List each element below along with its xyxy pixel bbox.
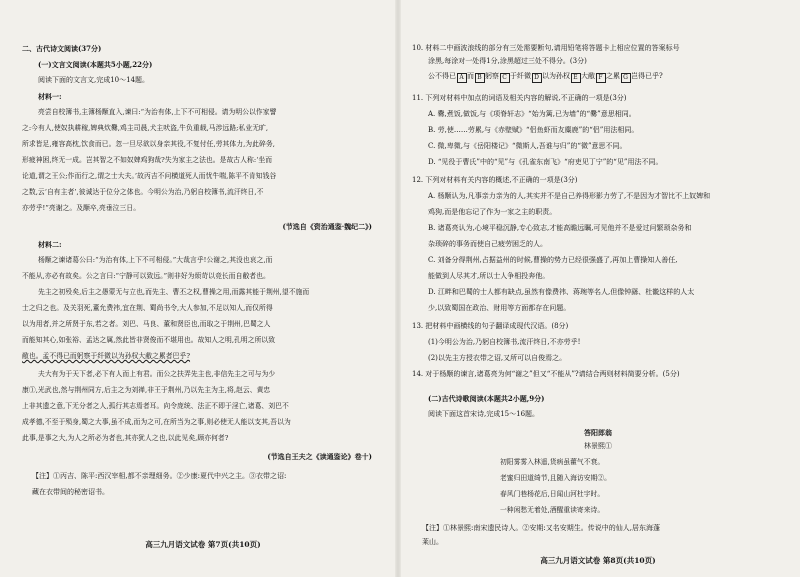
material-2-label: 材料二: bbox=[38, 240, 62, 249]
option-line: 能做到人尽其才,所以士人争相投奔他。 bbox=[428, 272, 550, 280]
option-line: A. 爨,煮饭,做饭,与《项脊轩志》“始为篱,已为墙”的“爨”意思相同。 bbox=[428, 110, 636, 118]
passage-line: 先主之初殁矣,后主之愚蒙无与立也,而先主、曹丕之权,曹操之用,而露其能于荆州,望不施而 bbox=[38, 288, 310, 296]
poem-author: 林景熙① bbox=[584, 442, 612, 450]
option-box[interactable]: A bbox=[457, 73, 467, 83]
break-text: 以为孙权 bbox=[542, 72, 570, 80]
poem-line: 老蜜归田道绮节,且随入海访安期②。 bbox=[500, 474, 611, 482]
option-box[interactable]: G bbox=[621, 73, 631, 83]
question-10: 10. 材料二中画波浪线的部分有三处需要断句,请用铅笔将答题卡上相应位置的答案标号 bbox=[412, 44, 680, 52]
poem-line: 初阳雾雾入林遥,货病虽藿气不衰。 bbox=[500, 458, 605, 466]
instruction: 阅读下面的文言文,完成10～14题。 bbox=[38, 76, 150, 84]
left-page bbox=[22, 0, 384, 577]
notes-line: 藏在衣带间的秘密诏书。 bbox=[32, 488, 109, 496]
break-text: 躬察 bbox=[485, 72, 499, 80]
translation-item: (1)今明公为治,乃躬自校簿书,流汗终日,不亦劳乎! bbox=[428, 338, 581, 346]
passage-line: 不能从,亦必有故矣。公之言曰:“宁静可以致远。”则非好为烦苛以竞长而自敝者也。 bbox=[22, 272, 270, 280]
break-text: 岂得已乎? bbox=[631, 72, 663, 80]
page-footer: 高三九月语文试卷 第8页(共10页) bbox=[540, 556, 656, 565]
option-line: D. 江畔和巴蜀的士人都有缺点,虽然有像费祎、蒋琬等名人,但像钟繇、杜畿这样的人太 bbox=[428, 288, 695, 296]
poem-title: 答阳郎翁 bbox=[584, 428, 612, 437]
question-12: 12. 下列对材料有关内容的概述,不正确的一项是(3分) bbox=[412, 176, 578, 184]
break-text: 而 bbox=[467, 72, 474, 80]
poetry-instruction: 阅读下面这首宋诗,完成15～16题。 bbox=[428, 410, 540, 418]
poem-line: 一种闲愁无着处,酒醒重读寄来诗。 bbox=[500, 506, 605, 514]
passage-line: 亮尝自校簿书,主簿杨颙直入,谏曰:“为治有体,上下不可相侵。请为明公以作家譬 bbox=[38, 108, 277, 116]
notes-line: 【注】①丙吉、陈平:西汉宰相,都不亲理细务。②少康:夏代中兴之主。③衣带之诏: bbox=[32, 472, 287, 480]
material-2-source: (节选自王夫之《读通鉴论》卷十) bbox=[267, 452, 372, 461]
option-box[interactable]: C bbox=[500, 73, 510, 83]
passage-line: 所求皆足,雍容高枕,饮食而已。忽一旦尽欲以身亲其役,不复付任,劳其体力,为此碎务, bbox=[22, 140, 275, 148]
poetry-section-title: (二)古代诗歌阅读(本题共2小题,9分) bbox=[428, 394, 545, 403]
passage-line: 士之归之也。及关羽死,董允费祎,宜在荆、蜀尚书令,大人参加,不足以知人,而仅所得 bbox=[22, 304, 273, 312]
passage-line: 而能知其心,如张裕、孟达之属,然此皆非贤俊而不堪用也。故知人之明,孔明之所以致 bbox=[22, 336, 276, 344]
option-box[interactable]: E bbox=[571, 73, 581, 83]
passage-line: 亦劳乎!”亮谢之。及颙卒,亮垂泣三日。 bbox=[22, 204, 141, 212]
poem-line: 春风门巷杨花后,日闻山河杜宇时。 bbox=[500, 490, 605, 498]
question-13: 13. 把材料中画横线的句子翻译成现代汉语。(8分) bbox=[412, 322, 569, 330]
option-box[interactable]: B bbox=[475, 73, 485, 83]
option-line: C. 刘备分得荆州,占据益州的时候,曹操的势力已经很强盛了,再加上曹操知人善任, bbox=[428, 256, 678, 264]
material-1-label: 材料一: bbox=[38, 92, 62, 101]
option-line: B. 诸葛亮认为,心境平稳沉静,专心致志,才能高瞻远瞩,可见他并不是爱过问繁琐杂务和 bbox=[428, 224, 692, 232]
break-text: 大敝 bbox=[581, 72, 595, 80]
section-title: 二、古代诗文阅读(37分) bbox=[22, 44, 102, 53]
option-line: B. 劳,使……劳累,与《赤壁赋》“侣鱼虾而友麋鹿”的“侣”用法相同。 bbox=[428, 126, 639, 134]
poem-notes: 【注】①林景熙:南宋遗民诗人。②安期:又名安期生。传说中的仙人,居东海蓬 bbox=[422, 524, 660, 532]
passage-line: 论道,谓之王公;作而行之,谓之士大夫。’故丙吉不问横道死人而忧牛喘,陈平不肯知钱谷 bbox=[22, 172, 277, 180]
poem-notes-cont: 莱山。 bbox=[422, 538, 443, 546]
question-14: 14. 对于杨颙的谏言,诸葛亮为何“谢之”但又“不能从”?请结合两则材料简要分析。(5分) bbox=[412, 370, 680, 378]
material-1-source: (节选自《资治通鉴·魏纪二》) bbox=[282, 222, 372, 231]
page-footer: 高三九月语文试卷 第7页(共10页) bbox=[145, 540, 261, 549]
passage-line: 形疲神困,终无一成。岂其智之不如奴婢鸡狗哉?失为家主之法也。是故古人称:‘坐而 bbox=[22, 156, 273, 164]
question-10-cont: 涂黑,每涂对一处得1分,涂黑超过三处不得分。(3分) bbox=[428, 57, 587, 65]
sentence-break-options bbox=[428, 72, 663, 83]
question-11: 11. 下列对材料中加点的词语及相关内容的解说,不正确的一项是(3分) bbox=[412, 94, 627, 102]
passage-line: 上非其遗之意,下无分者之人,孤行其志焉者耳。向令庞统、法正不即于淫亡,诸葛、刘巴不 bbox=[22, 402, 289, 410]
passage-line: 之:今有人,使奴执耕稼,婢典炊爨,鸡主司晨,犬主吠盗,牛负重载,马涉远路;私业无旷, bbox=[22, 124, 269, 132]
option-line: 杂琐碎的事务而使自己疲劳困乏的人。 bbox=[428, 240, 547, 248]
option-box[interactable]: D bbox=[532, 73, 542, 83]
subsection-title: (一)文言文阅读(本题共5小题,22分) bbox=[38, 60, 153, 69]
passage-line: 此事,是事之大,为人之所必为者也,其亦犹人之也,以此见矣,顾亦何者? bbox=[22, 434, 229, 442]
right-page bbox=[412, 0, 784, 577]
passage-line: 康①,光武也,然与荆州同方,后主之为刘禅,非王于荆州,乃以先主为主,将,赵云、黄忠 bbox=[22, 386, 271, 394]
wavy-underlined-line: 敝也。孟不得已而躬察于纤微以为孙权大敝之累者巴乎? bbox=[22, 352, 191, 360]
passage-line: 以为用者,并之所贤于东,若之者。刘巴、马良、董和贤臣也,而取之于荆州,巴蜀之人 bbox=[22, 320, 271, 328]
break-text: 公不得已 bbox=[428, 72, 456, 80]
option-line: 少,以致蜀国在政治、财用等方面都存在问题。 bbox=[428, 304, 571, 312]
translation-item: (2)以先主方授衣带之诏,又所可以自俊焉之。 bbox=[428, 354, 567, 362]
option-box[interactable]: F bbox=[596, 73, 606, 83]
option-line: C. 微,卑微,与《岳阳楼记》“微斯人,吾谁与归”的“微”意思不同。 bbox=[428, 142, 627, 150]
passage-line: 之数,云‘自有主者’,彼诚达于位分之体也。今明公为治,乃躬自校簿书,流汗终日,不 bbox=[22, 188, 264, 196]
passage-line: 杨颙之谏诸葛公曰:“为治有体,上下不可相侵。”大哉言乎!公谢之,其没也哀之,而 bbox=[38, 256, 273, 264]
break-text: 之累 bbox=[606, 72, 620, 80]
option-line: 鸡狗,而是他忘记了作为一家之主的职责。 bbox=[428, 208, 557, 216]
break-text: 于纤微 bbox=[510, 72, 531, 80]
passage-line: 成孝德,不至于殒身,蜀之大事,虽不成,而为之可,在所当为之事,则必使无人能以支其,吾以为 bbox=[22, 418, 291, 426]
option-line: A. 杨颙认为,凡事亲力亲为的人,其实并不是自己养得形影力劳了,不是因为才智比不上奴婢和 bbox=[428, 192, 711, 200]
page-gutter bbox=[395, 0, 401, 577]
option-line: D. “见役于曹氏”中的“见”与《孔雀东南飞》“府吏见丁宁”的“见”用法不同。 bbox=[428, 158, 663, 166]
passage-line: 夫大有为于天下者,必下有人而上有君。而公之扶弄先主也,非信先主之可与为少 bbox=[38, 370, 276, 378]
